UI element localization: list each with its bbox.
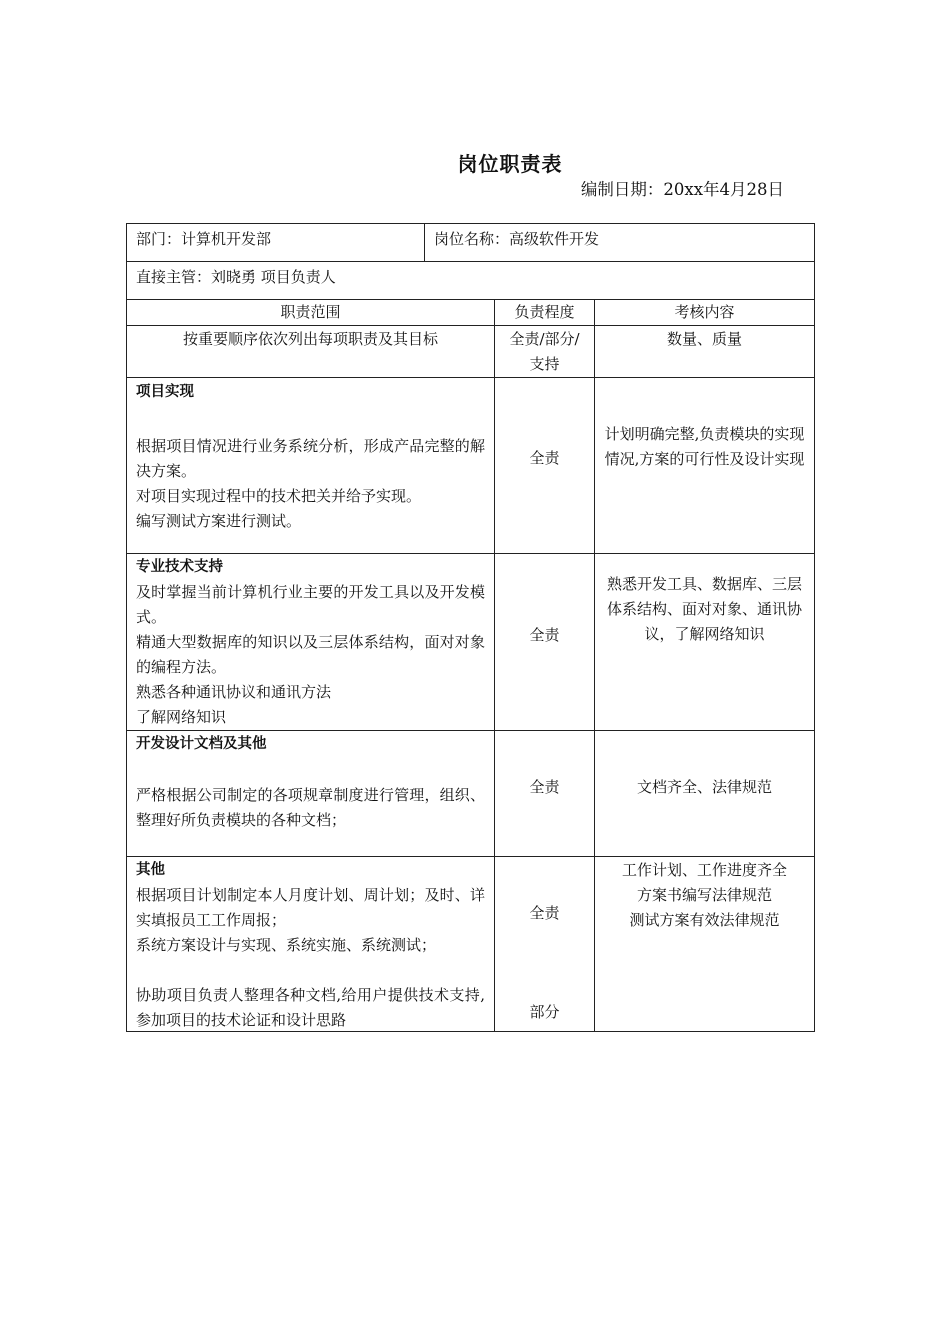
section-assessment <box>595 857 814 1031</box>
section-line: 及时掌握当前计算机行业主要的开发工具以及开发模式。 <box>136 583 485 626</box>
section-assessment: 计划明确完整,负责模块的实现情况,方案的可行性及设计实现 <box>604 425 805 468</box>
supervisor-cell: 直接主管：刘晓勇 项目负责人 <box>136 268 336 286</box>
section-assessment: 熟悉开发工具、数据库、三层体系结构、面对对象、通讯协议，了解网络知识 <box>606 575 802 643</box>
section-heading: 项目实现 <box>136 384 194 400</box>
section-row <box>127 378 814 554</box>
position-cell: 岗位名称：高级软件开发 <box>434 230 600 248</box>
section-heading: 专业技术支持 <box>136 559 223 575</box>
section-degree-full: 全责 <box>529 904 560 922</box>
section-degree <box>495 857 595 1031</box>
compile-date: 编制日期：20xx年4月28日 <box>580 180 784 199</box>
section-heading: 其他 <box>136 862 165 878</box>
section-line: 熟悉各种通讯协议和通讯方法 <box>136 683 332 701</box>
section-row <box>127 554 814 731</box>
section-line: 协助项目负责人整理各种文档,给用户提供技术支持,参加项目的技术论证和设计思路 <box>136 986 485 1029</box>
section-scope-cell <box>127 857 495 1031</box>
section-line: 严格根据公司制定的各项规章制度进行管理，组织、整理好所负责模块的各种文档； <box>136 786 485 829</box>
department-cell: 部门：计算机开发部 <box>127 224 425 261</box>
supervisor-row <box>127 262 814 300</box>
section-line: 根据项目情况进行业务系统分析，形成产品完整的解决方案。 <box>136 437 485 480</box>
subheader-degree <box>495 326 595 377</box>
subheader-degree-line-2: 支持 <box>529 355 560 373</box>
header-scope: 职责范围 <box>127 300 495 325</box>
section-row <box>127 857 814 1031</box>
section-line: 根据项目计划制定本人月度计划、周计划；及时、详实填报员工工作周报； <box>136 886 485 929</box>
section-line: 精通大型数据库的知识以及三层体系结构，面对对象的编程方法。 <box>136 633 485 676</box>
header-row <box>127 300 814 326</box>
section-line: 编写测试方案进行测试。 <box>136 512 302 530</box>
section-scope-cell <box>127 378 495 553</box>
section-degree: 全责 <box>495 378 595 553</box>
section-scope-cell <box>127 554 495 730</box>
assessment-line: 工作计划、工作进度齐全 <box>621 861 787 879</box>
responsibility-table <box>126 223 815 1032</box>
subheader-scope: 按重要顺序依次列出每项职责及其目标 <box>127 326 495 377</box>
section-assessment: 文档齐全、法律规范 <box>636 778 772 796</box>
subheader-assessment: 数量、质量 <box>666 330 742 348</box>
header-assessment: 考核内容 <box>674 303 735 321</box>
subheader-degree-line-1: 全责/部分/ <box>509 330 580 348</box>
section-line: 系统方案设计与实现、系统实施、系统测试； <box>136 936 437 954</box>
section-degree: 全责 <box>495 731 595 856</box>
document-title: 岗位职责表 <box>457 152 563 176</box>
section-line: 了解网络知识 <box>136 708 227 726</box>
section-degree-partial: 部分 <box>529 1003 560 1021</box>
assessment-line: 测试方案有效法律规范 <box>629 911 780 929</box>
section-scope-cell <box>127 731 495 856</box>
subheader-row <box>127 326 814 378</box>
header-degree: 负责程度 <box>495 300 595 325</box>
assessment-line: 方案书编写法律规范 <box>636 886 772 904</box>
section-row <box>127 731 814 857</box>
info-row <box>127 224 814 262</box>
section-degree: 全责 <box>495 554 595 730</box>
section-line: 对项目实现过程中的技术把关并给予实现。 <box>136 487 422 505</box>
section-heading: 开发设计文档及其他 <box>136 736 267 752</box>
